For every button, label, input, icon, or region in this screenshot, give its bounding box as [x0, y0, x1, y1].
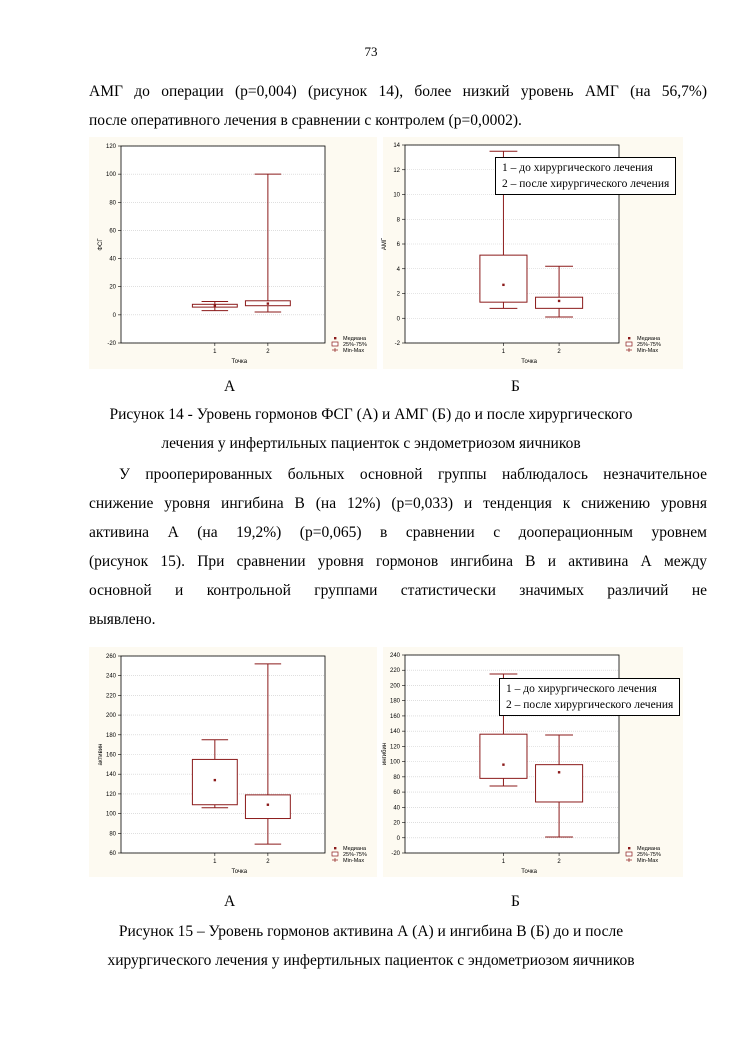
x-tick-label: 2	[266, 349, 270, 355]
text-line: выявлено.	[89, 611, 156, 628]
y-tick-label: 200	[389, 683, 400, 690]
legend-line-2: 2 – после хирургического лечения	[506, 699, 674, 711]
y-tick-label: 220	[389, 668, 400, 675]
y-tick-label: 12	[393, 167, 400, 174]
fig14-caption	[0, 400, 742, 458]
median-marker	[558, 300, 560, 302]
y-tick-label: 40	[109, 256, 116, 263]
legend-median-marker	[334, 847, 336, 849]
y-tick-label: -20	[107, 341, 116, 347]
y-tick-label: 160	[105, 752, 116, 759]
x-tick-label: 2	[557, 349, 561, 355]
y-tick-label: 120	[389, 744, 400, 751]
iqr-box	[480, 734, 527, 778]
activin-boxplot	[89, 647, 377, 877]
legend-line-1: 1 – до хирургического лечения	[506, 683, 657, 695]
legend-line-1: 1 – до хирургического лечения	[502, 162, 653, 174]
y-tick-label: 4	[396, 266, 400, 273]
legend-box-marker	[332, 342, 338, 346]
chart-activin	[89, 647, 377, 877]
y-tick-label: 0	[396, 835, 400, 842]
median-marker	[267, 302, 269, 304]
legend-minmax-label: Min-Max	[637, 348, 659, 354]
top-paragraph	[89, 77, 707, 135]
x-tick-label: 1	[501, 349, 506, 355]
iqr-box	[480, 255, 527, 302]
x-axis-label: Точка	[521, 869, 537, 875]
fig14-label-a: А	[224, 378, 236, 395]
y-tick-label: 140	[105, 772, 116, 779]
iqr-box	[536, 765, 583, 802]
y-tick-label: 0	[112, 312, 116, 319]
plot-area	[121, 146, 325, 343]
middle-paragraph	[89, 460, 707, 634]
y-tick-label: 60	[393, 790, 400, 797]
median-marker	[267, 804, 269, 806]
legend-minmax-label: Min-Max	[637, 858, 659, 864]
text-line: АМГ до операции (р=0,004) (рисунок 14), более низкий уровень АМГ (на 56,7%)	[89, 83, 707, 100]
y-tick-label: -20	[391, 851, 400, 857]
chart-inhibin	[383, 647, 683, 877]
x-axis-label: Точка	[231, 869, 248, 875]
text-line: после оперативного лечения в сравнении с контролем (р=0,0002).	[89, 112, 522, 129]
group-legend	[495, 157, 676, 195]
legend-median-label: Медиана	[637, 846, 661, 852]
y-tick-label: 40	[393, 805, 400, 812]
y-tick-label: 200	[105, 713, 116, 720]
y-axis-label: АМГ	[382, 237, 388, 251]
legend-box-marker	[626, 852, 632, 856]
median-marker	[558, 771, 560, 773]
chart-fsh	[89, 137, 377, 369]
y-tick-label: 0	[396, 316, 400, 323]
legend-box-marker	[626, 342, 632, 346]
iqr-box	[245, 795, 290, 819]
y-tick-label: 6	[396, 242, 400, 248]
y-tick-label: 80	[393, 774, 400, 781]
y-tick-label: 100	[389, 759, 400, 766]
legend-median-marker	[628, 337, 630, 339]
y-tick-label: 120	[105, 791, 116, 798]
legend-median-label: Медиана	[343, 336, 367, 342]
page-number: 73	[364, 44, 378, 59]
y-tick-label: 60	[109, 851, 116, 857]
text-line: активина А (на 19,2%) (р=0,065) в сравнении с дооперационным уровнем	[89, 524, 707, 541]
y-tick-label: 220	[105, 693, 116, 700]
iqr-box	[192, 759, 237, 804]
text-line: основной и контрольной группами статистически значимых различий не	[89, 582, 707, 599]
text-line: У прооперированных больных основной группы наблюдалось незначительное	[119, 466, 707, 483]
y-axis-label: ФСГ	[98, 238, 104, 251]
x-tick-label: 1	[213, 859, 217, 865]
y-tick-label: 100	[105, 172, 116, 179]
fig15-label-b: Б	[511, 893, 520, 910]
legend-median-label: Медиана	[637, 336, 661, 342]
legend-iqr-label: 25%-75%	[637, 852, 661, 858]
x-axis-label: Точка	[231, 359, 248, 365]
y-tick-label: 180	[105, 732, 116, 739]
legend-minmax-label: Min-Max	[343, 858, 365, 864]
y-tick-label: -2	[394, 341, 400, 347]
legend-median-marker	[334, 337, 336, 339]
y-tick-label: 80	[109, 200, 116, 207]
y-tick-label: 20	[109, 284, 116, 291]
legend-iqr-label: 25%-75%	[343, 342, 367, 348]
y-tick-label: 10	[393, 192, 400, 199]
fig15-label-a: А	[224, 893, 236, 910]
x-tick-label: 1	[213, 349, 217, 355]
group-legend	[499, 678, 680, 716]
caption-line: Рисунок 14 - Уровень гормонов ФСГ (А) и АМГ (Б) до и после хирургического	[109, 406, 633, 423]
median-marker	[214, 779, 216, 781]
y-tick-label: 80	[109, 831, 116, 838]
median-marker	[214, 305, 216, 307]
fig15-caption	[0, 917, 742, 975]
fig14-label-b: Б	[511, 378, 520, 395]
legend-iqr-label: 25%-75%	[343, 852, 367, 858]
caption-line: лечения у инфертильных пациенток с эндометриозом яичников	[161, 435, 581, 452]
y-axis-label: активин	[98, 743, 104, 766]
y-tick-label: 20	[393, 820, 400, 827]
caption-line: хирургического лечения у инфертильных пациенток с эндометриозом яичников	[107, 952, 635, 969]
y-tick-label: 240	[105, 673, 116, 680]
caption-line: Рисунок 15 – Уровень гормонов активина А (А) и ингибина В (Б) до и после	[118, 923, 624, 940]
iqr-box	[536, 297, 583, 308]
median-marker	[502, 763, 504, 765]
text-line: снижение уровня ингибина В (на 12%) (р=0,033) и тенденция к снижению уровня	[89, 495, 707, 512]
y-tick-label: 260	[105, 654, 116, 660]
y-tick-label: 180	[389, 698, 400, 705]
legend-box-marker	[332, 852, 338, 856]
y-tick-label: 120	[105, 144, 116, 150]
legend-line-2: 2 – после хирургического лечения	[502, 178, 670, 190]
y-tick-label: 100	[105, 811, 116, 818]
chart-amh	[383, 137, 683, 369]
y-axis-label: ингибин	[382, 742, 388, 766]
y-tick-label: 14	[393, 143, 400, 149]
x-tick-label: 1	[501, 859, 506, 865]
legend-iqr-label: 25%-75%	[637, 342, 661, 348]
x-axis-label: Точка	[521, 359, 537, 365]
y-tick-label: 2	[396, 291, 400, 298]
y-tick-label: 8	[396, 217, 400, 224]
y-tick-label: 160	[389, 713, 400, 720]
y-tick-label: 140	[389, 729, 400, 736]
median-marker	[502, 284, 504, 286]
y-tick-label: 60	[109, 228, 116, 235]
legend-minmax-label: Min-Max	[343, 348, 365, 354]
legend-median-label: Медиана	[343, 846, 367, 852]
x-tick-label: 2	[266, 859, 270, 865]
x-tick-label: 2	[557, 859, 561, 865]
text-line: (рисунок 15). При сравнении уровня гормонов ингибина В и активина А между	[89, 553, 707, 570]
y-tick-label: 240	[389, 653, 400, 659]
fsh-boxplot	[89, 137, 377, 369]
legend-median-marker	[628, 847, 630, 849]
